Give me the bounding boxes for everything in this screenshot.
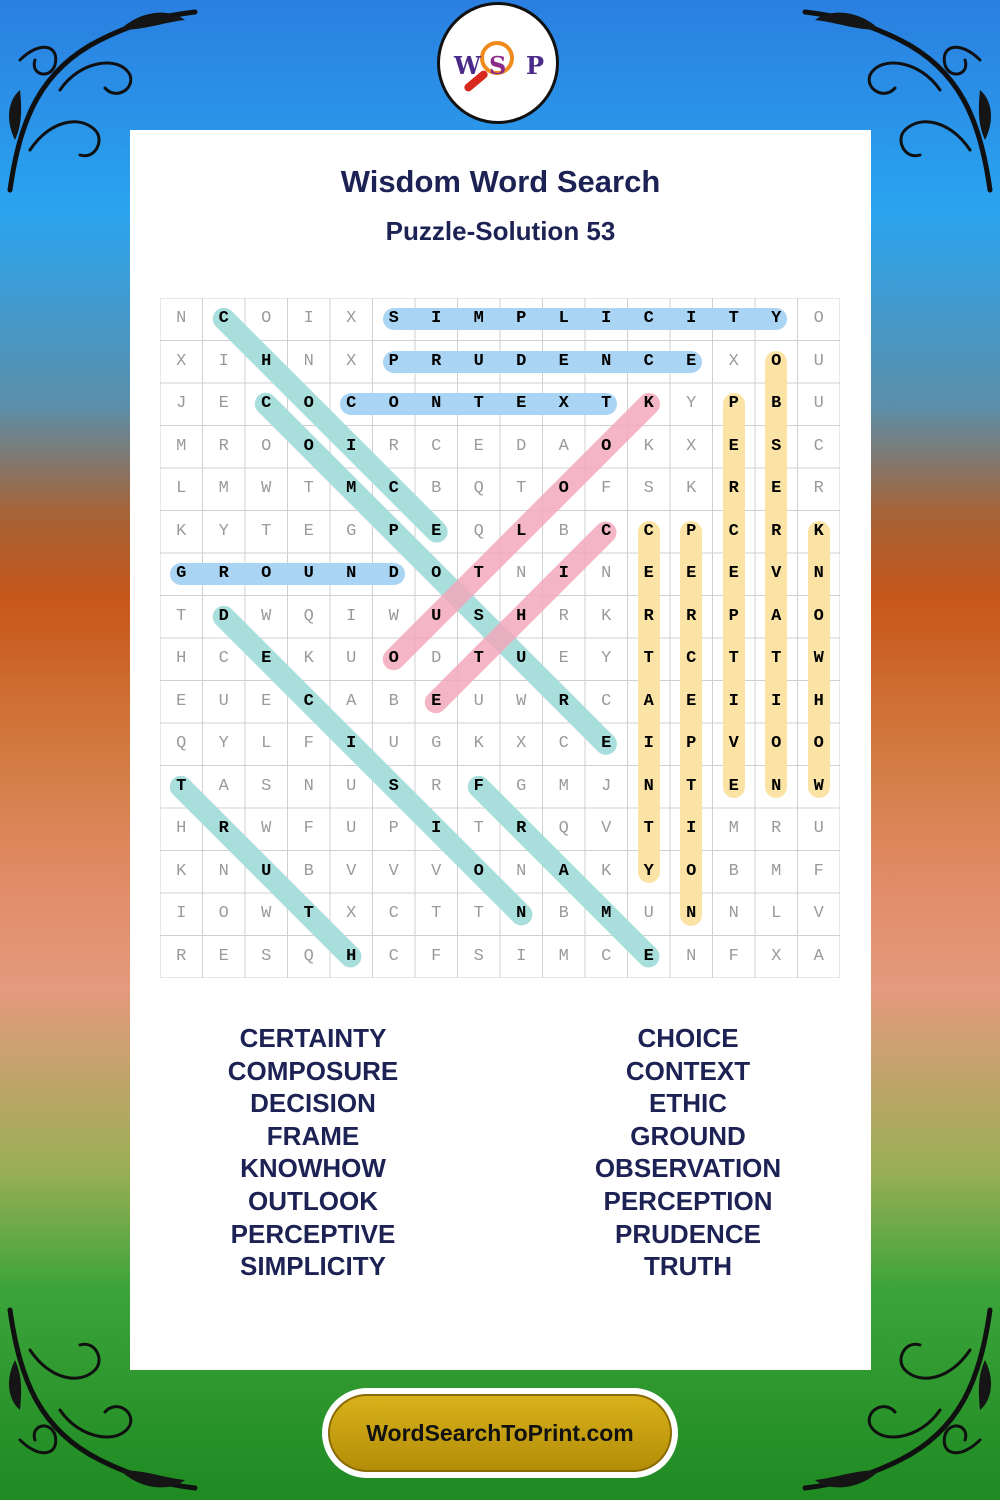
grid-letter: C: [261, 394, 272, 413]
grid-letter: O: [473, 861, 484, 881]
grid-letter: K: [686, 479, 697, 498]
grid-letter: Y: [771, 309, 782, 328]
grid-letter: Q: [303, 946, 314, 966]
grid-letter: P: [516, 309, 527, 328]
grid-letter: O: [813, 309, 824, 328]
grid-letter: R: [558, 691, 569, 711]
grid-letter: U: [261, 861, 272, 881]
grid-letter: N: [176, 309, 187, 328]
grid-letter: U: [813, 819, 824, 838]
grid-letter: K: [813, 521, 824, 541]
grid-letter: X: [176, 351, 187, 371]
grid-letter: R: [771, 521, 782, 541]
grid-letter: T: [176, 776, 187, 796]
grid-letter: F: [728, 946, 739, 966]
grid-letter: X: [686, 436, 697, 456]
grid-letter: I: [558, 564, 569, 583]
grid-letter: F: [303, 819, 314, 838]
grid-letter: T: [303, 904, 314, 923]
grid-letter: E: [431, 691, 442, 711]
grid-letter: H: [813, 691, 824, 711]
grid-letter: L: [771, 904, 782, 923]
grid-letter: L: [558, 309, 569, 328]
grid-letter: F: [303, 734, 314, 753]
grid-letter: E: [643, 564, 654, 583]
grid-letter: Y: [218, 734, 229, 753]
grid-letter: C: [643, 351, 654, 371]
site-logo[interactable]: [437, 2, 559, 124]
grid-letter: K: [601, 606, 612, 626]
grid-letter: L: [176, 479, 187, 498]
word-list-item: PRUDENCE: [615, 1218, 761, 1249]
grid-letter: E: [431, 521, 442, 541]
grid-letter: P: [686, 734, 697, 753]
grid-letter: W: [516, 691, 527, 711]
grid-letter: N: [516, 861, 527, 881]
grid-letter: E: [176, 691, 187, 711]
grid-letter: B: [558, 521, 569, 541]
word-list-item: ETHIC: [649, 1088, 727, 1119]
grid-letter: C: [388, 946, 399, 966]
grid-letter: N: [218, 861, 229, 881]
grid-letter: C: [218, 649, 229, 668]
grid-letter: N: [728, 904, 739, 923]
grid-letter: U: [218, 691, 229, 711]
grid-letter: T: [516, 479, 527, 498]
grid-letter: W: [261, 606, 272, 626]
grid-letter: O: [813, 734, 824, 753]
grid-letter: G: [176, 564, 187, 583]
grid-letter: O: [303, 394, 314, 413]
grid-letter: H: [176, 649, 187, 668]
grid-letter: Q: [473, 521, 484, 541]
grid-letter: I: [431, 819, 442, 838]
grid-letter: E: [686, 564, 697, 583]
grid-letter: W: [261, 479, 272, 498]
word-list-item: CONTEXT: [625, 1055, 751, 1086]
grid-letter: A: [558, 861, 569, 881]
grid-letter: E: [728, 564, 739, 583]
word-list-item: FRAME: [266, 1120, 360, 1151]
grid-letter: G: [516, 776, 527, 796]
grid-letter: W: [261, 904, 272, 923]
grid-letter: T: [473, 904, 484, 923]
grid-letter: V: [601, 819, 612, 838]
grid-letter: O: [686, 861, 697, 881]
grid-letter: R: [771, 819, 782, 838]
grid-letter: A: [218, 776, 229, 796]
logo-letter: P: [526, 51, 545, 80]
grid-letter: T: [601, 394, 612, 413]
grid-letter: S: [643, 479, 654, 498]
grid-letter: V: [388, 861, 399, 881]
grid-letter: E: [771, 479, 782, 498]
grid-letter: E: [643, 946, 654, 966]
grid-letter: F: [431, 946, 442, 966]
grid-letter: K: [176, 521, 187, 541]
word-list-item: KNOWHOW: [240, 1153, 386, 1184]
grid-letter: K: [601, 861, 612, 881]
grid-letter: H: [176, 819, 187, 838]
grid-letter: K: [643, 394, 654, 413]
grid-letter: Q: [176, 734, 187, 753]
grid-letter: O: [261, 436, 272, 456]
grid-letter: M: [771, 861, 782, 881]
grid-letter: P: [388, 521, 399, 541]
grid-letter: C: [643, 309, 654, 328]
grid-letter: P: [388, 351, 399, 371]
grid-letter: T: [643, 819, 654, 838]
grid-letter: E: [516, 394, 527, 413]
grid-letter: F: [601, 479, 612, 498]
grid-letter: T: [176, 606, 187, 626]
grid-letter: C: [601, 521, 612, 541]
grid-letter: X: [346, 904, 357, 923]
grid-letter: A: [346, 691, 357, 711]
grid-letter: X: [558, 394, 569, 413]
grid-letter: T: [431, 904, 442, 923]
grid-letter: E: [686, 691, 697, 711]
grid-letter: F: [813, 861, 824, 881]
grid-letter: M: [218, 479, 229, 498]
grid-letter: H: [261, 351, 272, 371]
puzzle-panel: [130, 130, 871, 1370]
grid-letter: I: [728, 691, 739, 711]
grid-letter: A: [771, 606, 782, 626]
grid-letter: M: [473, 309, 484, 328]
grid-letter: N: [771, 776, 782, 796]
grid-letter: W: [261, 819, 272, 838]
grid-letter: U: [346, 819, 357, 838]
word-list-item: CERTAINTY: [239, 1023, 387, 1053]
grid-letter: D: [218, 606, 229, 626]
grid-letter: P: [728, 394, 739, 413]
grid-letter: D: [516, 436, 527, 456]
grid-letter: V: [813, 904, 824, 923]
page-title: Wisdom Word Search: [340, 164, 661, 199]
grid-letter: N: [601, 351, 612, 371]
grid-letter: U: [473, 691, 484, 711]
grid-letter: C: [218, 309, 229, 328]
grid-letter: B: [303, 861, 314, 881]
grid-letter: B: [431, 479, 442, 498]
grid-letter: E: [218, 394, 229, 413]
grid-letter: D: [388, 564, 399, 583]
grid-letter: U: [473, 351, 484, 371]
word-list-item: CHOICE: [637, 1023, 739, 1053]
grid-letter: V: [431, 861, 442, 881]
grid-letter: I: [346, 606, 357, 626]
grid-letter: C: [601, 946, 612, 966]
grid-letter: D: [431, 649, 442, 668]
grid-letter: E: [601, 734, 612, 753]
grid-letter: C: [813, 436, 824, 456]
grid-letter: V: [346, 861, 357, 881]
grid-letter: Y: [601, 649, 612, 668]
grid-letter: M: [346, 479, 357, 498]
word-list-right: [503, 1022, 873, 1283]
grid-letter: R: [431, 776, 442, 796]
word-list-item: PERCEPTIVE: [230, 1218, 396, 1249]
grid-letter: B: [728, 861, 739, 881]
grid-letter: V: [728, 734, 739, 753]
grid-letter: C: [686, 649, 697, 668]
grid-letter: I: [686, 819, 697, 838]
word-list-item: GROUND: [630, 1120, 746, 1151]
grid-letter: B: [388, 691, 399, 711]
grid-letter: O: [388, 394, 399, 413]
grid-letter: G: [431, 734, 442, 753]
grid-letter: P: [728, 606, 739, 626]
grid-letter: A: [558, 436, 569, 456]
website-link-button[interactable]: [322, 1388, 678, 1478]
grid-letter: O: [303, 436, 314, 456]
grid-letter: U: [346, 776, 357, 796]
grid-letter: M: [728, 819, 739, 838]
grid-letter: W: [813, 649, 824, 668]
word-list-item: OBSERVATION: [594, 1153, 782, 1184]
grid-letter: S: [388, 309, 399, 328]
grid-letter: R: [176, 946, 187, 966]
grid-letter: C: [431, 436, 442, 456]
grid-letter: L: [516, 521, 527, 541]
grid-letter: B: [558, 904, 569, 923]
grid-letter: U: [388, 734, 399, 753]
grid-letter: N: [686, 946, 697, 966]
grid-letter: O: [813, 606, 824, 626]
grid-letter: N: [601, 564, 612, 583]
grid-letter: A: [643, 691, 654, 711]
grid-letter: C: [388, 904, 399, 923]
grid-letter: U: [303, 564, 314, 583]
word-list-left: [128, 1022, 498, 1283]
grid-letter: H: [516, 606, 527, 626]
word-list-item: DECISION: [250, 1088, 376, 1119]
grid-letter: N: [643, 776, 654, 796]
grid-letter: E: [558, 351, 569, 371]
grid-letter: R: [728, 479, 739, 498]
grid-letter: U: [516, 649, 527, 668]
word-search-grid: [160, 298, 840, 978]
word-list-item: OUTLOOK: [248, 1185, 378, 1216]
grid-letter: I: [431, 309, 442, 328]
grid-letter: Q: [473, 479, 484, 498]
grid-letter: T: [473, 649, 484, 668]
grid-letter: C: [558, 734, 569, 753]
grid-letter: R: [686, 606, 697, 626]
grid-letter: E: [558, 649, 569, 668]
grid-letter: X: [346, 351, 357, 371]
grid-letter: N: [431, 394, 442, 413]
word-list-item: SIMPLICITY: [240, 1251, 386, 1282]
grid-letter: I: [771, 691, 782, 711]
grid-letter: C: [346, 394, 357, 413]
grid-letter: I: [303, 309, 314, 328]
grid-letter: O: [771, 734, 782, 753]
word-list-item: PERCEPTION: [603, 1185, 773, 1216]
grid-letter: O: [558, 479, 569, 498]
grid-letter: E: [261, 691, 272, 711]
grid-letter: T: [303, 479, 314, 498]
grid-letter: N: [303, 776, 314, 796]
grid-letter: M: [558, 946, 569, 966]
grid-letter: M: [558, 776, 569, 796]
grid-letter: E: [218, 946, 229, 966]
logo-letter: W: [454, 51, 481, 80]
grid-letter: Y: [643, 861, 654, 881]
grid-letter: O: [261, 309, 272, 328]
grid-letter: P: [686, 521, 697, 541]
grid-letter: E: [303, 521, 314, 541]
grid-letter: S: [388, 776, 399, 796]
grid-letter: S: [473, 946, 484, 966]
grid-letter: C: [601, 691, 612, 711]
grid-letter: I: [346, 436, 357, 456]
grid-letter: R: [218, 564, 229, 583]
grid-letter: O: [771, 351, 782, 371]
grid-letter: U: [346, 649, 357, 668]
grid-letter: U: [643, 904, 654, 923]
grid-letter: J: [601, 776, 612, 796]
grid-letter: R: [431, 351, 442, 371]
grid-letter: N: [516, 904, 527, 923]
grid-letter: S: [771, 436, 782, 456]
grid-letter: I: [643, 734, 654, 753]
grid-letter: G: [346, 521, 357, 541]
grid-letter: U: [813, 351, 824, 371]
grid-letter: O: [601, 436, 612, 456]
word-list-item: TRUTH: [643, 1251, 733, 1282]
grid-letter: Q: [303, 606, 314, 626]
grid-letter: C: [303, 691, 314, 711]
grid-letter: Q: [558, 819, 569, 838]
grid-letter: X: [516, 734, 527, 753]
grid-letter: S: [261, 946, 272, 966]
grid-letter: T: [473, 819, 484, 838]
grid-letter: K: [473, 734, 484, 753]
grid-letter: U: [813, 394, 824, 413]
grid-letter: X: [728, 351, 739, 371]
grid-letter: V: [771, 564, 782, 583]
grid-letter: O: [431, 564, 442, 583]
grid-letter: N: [516, 564, 527, 583]
grid-letter: R: [516, 819, 527, 838]
grid-letter: N: [813, 564, 824, 583]
grid-letter: E: [686, 351, 697, 371]
grid-letter: N: [686, 904, 697, 923]
grid-letter: I: [516, 946, 527, 966]
grid-letter: A: [813, 946, 824, 966]
grid-letter: H: [346, 946, 357, 966]
grid-letter: T: [728, 309, 739, 328]
grid-letter: D: [516, 351, 527, 371]
grid-letter: R: [218, 819, 229, 838]
grid-letter: T: [473, 564, 484, 583]
grid-letter: O: [261, 564, 272, 583]
website-link-label: WordSearchToPrint.com: [366, 1419, 634, 1446]
grid-letter: N: [346, 564, 357, 583]
grid-letter: R: [813, 479, 824, 498]
grid-letter: S: [473, 606, 484, 626]
grid-letter: C: [643, 521, 654, 541]
grid-letter: T: [771, 649, 782, 668]
grid-letter: J: [176, 394, 187, 413]
grid-letter: I: [176, 904, 187, 923]
logo-letter: S: [489, 51, 507, 80]
grid-letter: M: [601, 904, 612, 923]
grid-letter: C: [388, 479, 399, 498]
grid-letter: X: [771, 946, 782, 966]
grid-letter: T: [728, 649, 739, 668]
grid-letter: I: [686, 309, 697, 328]
grid-letter: T: [473, 394, 484, 413]
grid-letter: F: [473, 776, 484, 796]
grid-letter: E: [261, 649, 272, 668]
grid-letter: R: [218, 436, 229, 456]
word-list-item: COMPOSURE: [227, 1055, 399, 1086]
grid-letter: Y: [686, 394, 697, 413]
grid-letter: E: [728, 436, 739, 456]
grid-letter: E: [473, 436, 484, 456]
grid-letter: R: [558, 606, 569, 626]
page-subtitle: Puzzle-Solution 53: [385, 216, 616, 246]
grid-letter: K: [643, 436, 654, 456]
grid-letter: U: [431, 606, 442, 626]
grid-letter: O: [388, 649, 399, 668]
grid-letter: S: [261, 776, 272, 796]
grid-letter: R: [388, 436, 399, 456]
grid-letter: P: [388, 819, 399, 838]
grid-letter: T: [643, 649, 654, 668]
grid-letter: T: [686, 776, 697, 796]
grid-letter: O: [218, 904, 229, 923]
grid-letter: I: [218, 351, 229, 371]
grid-letter: X: [346, 309, 357, 328]
grid-letter: N: [303, 351, 314, 371]
grid-letter: E: [728, 776, 739, 796]
grid-letter: Y: [218, 521, 229, 541]
grid-letter: B: [771, 394, 782, 413]
grid-letter: R: [643, 606, 654, 626]
grid-letter: I: [601, 309, 612, 328]
grid-letter: L: [261, 734, 272, 753]
grid-letter: T: [261, 521, 272, 541]
grid-letter: C: [728, 521, 739, 541]
grid-letter: M: [176, 436, 187, 456]
grid-letter: I: [346, 734, 357, 753]
grid-letter: W: [813, 776, 824, 796]
grid-letter: K: [303, 649, 314, 668]
grid-letter: W: [388, 606, 399, 626]
grid-letter: K: [176, 861, 187, 881]
